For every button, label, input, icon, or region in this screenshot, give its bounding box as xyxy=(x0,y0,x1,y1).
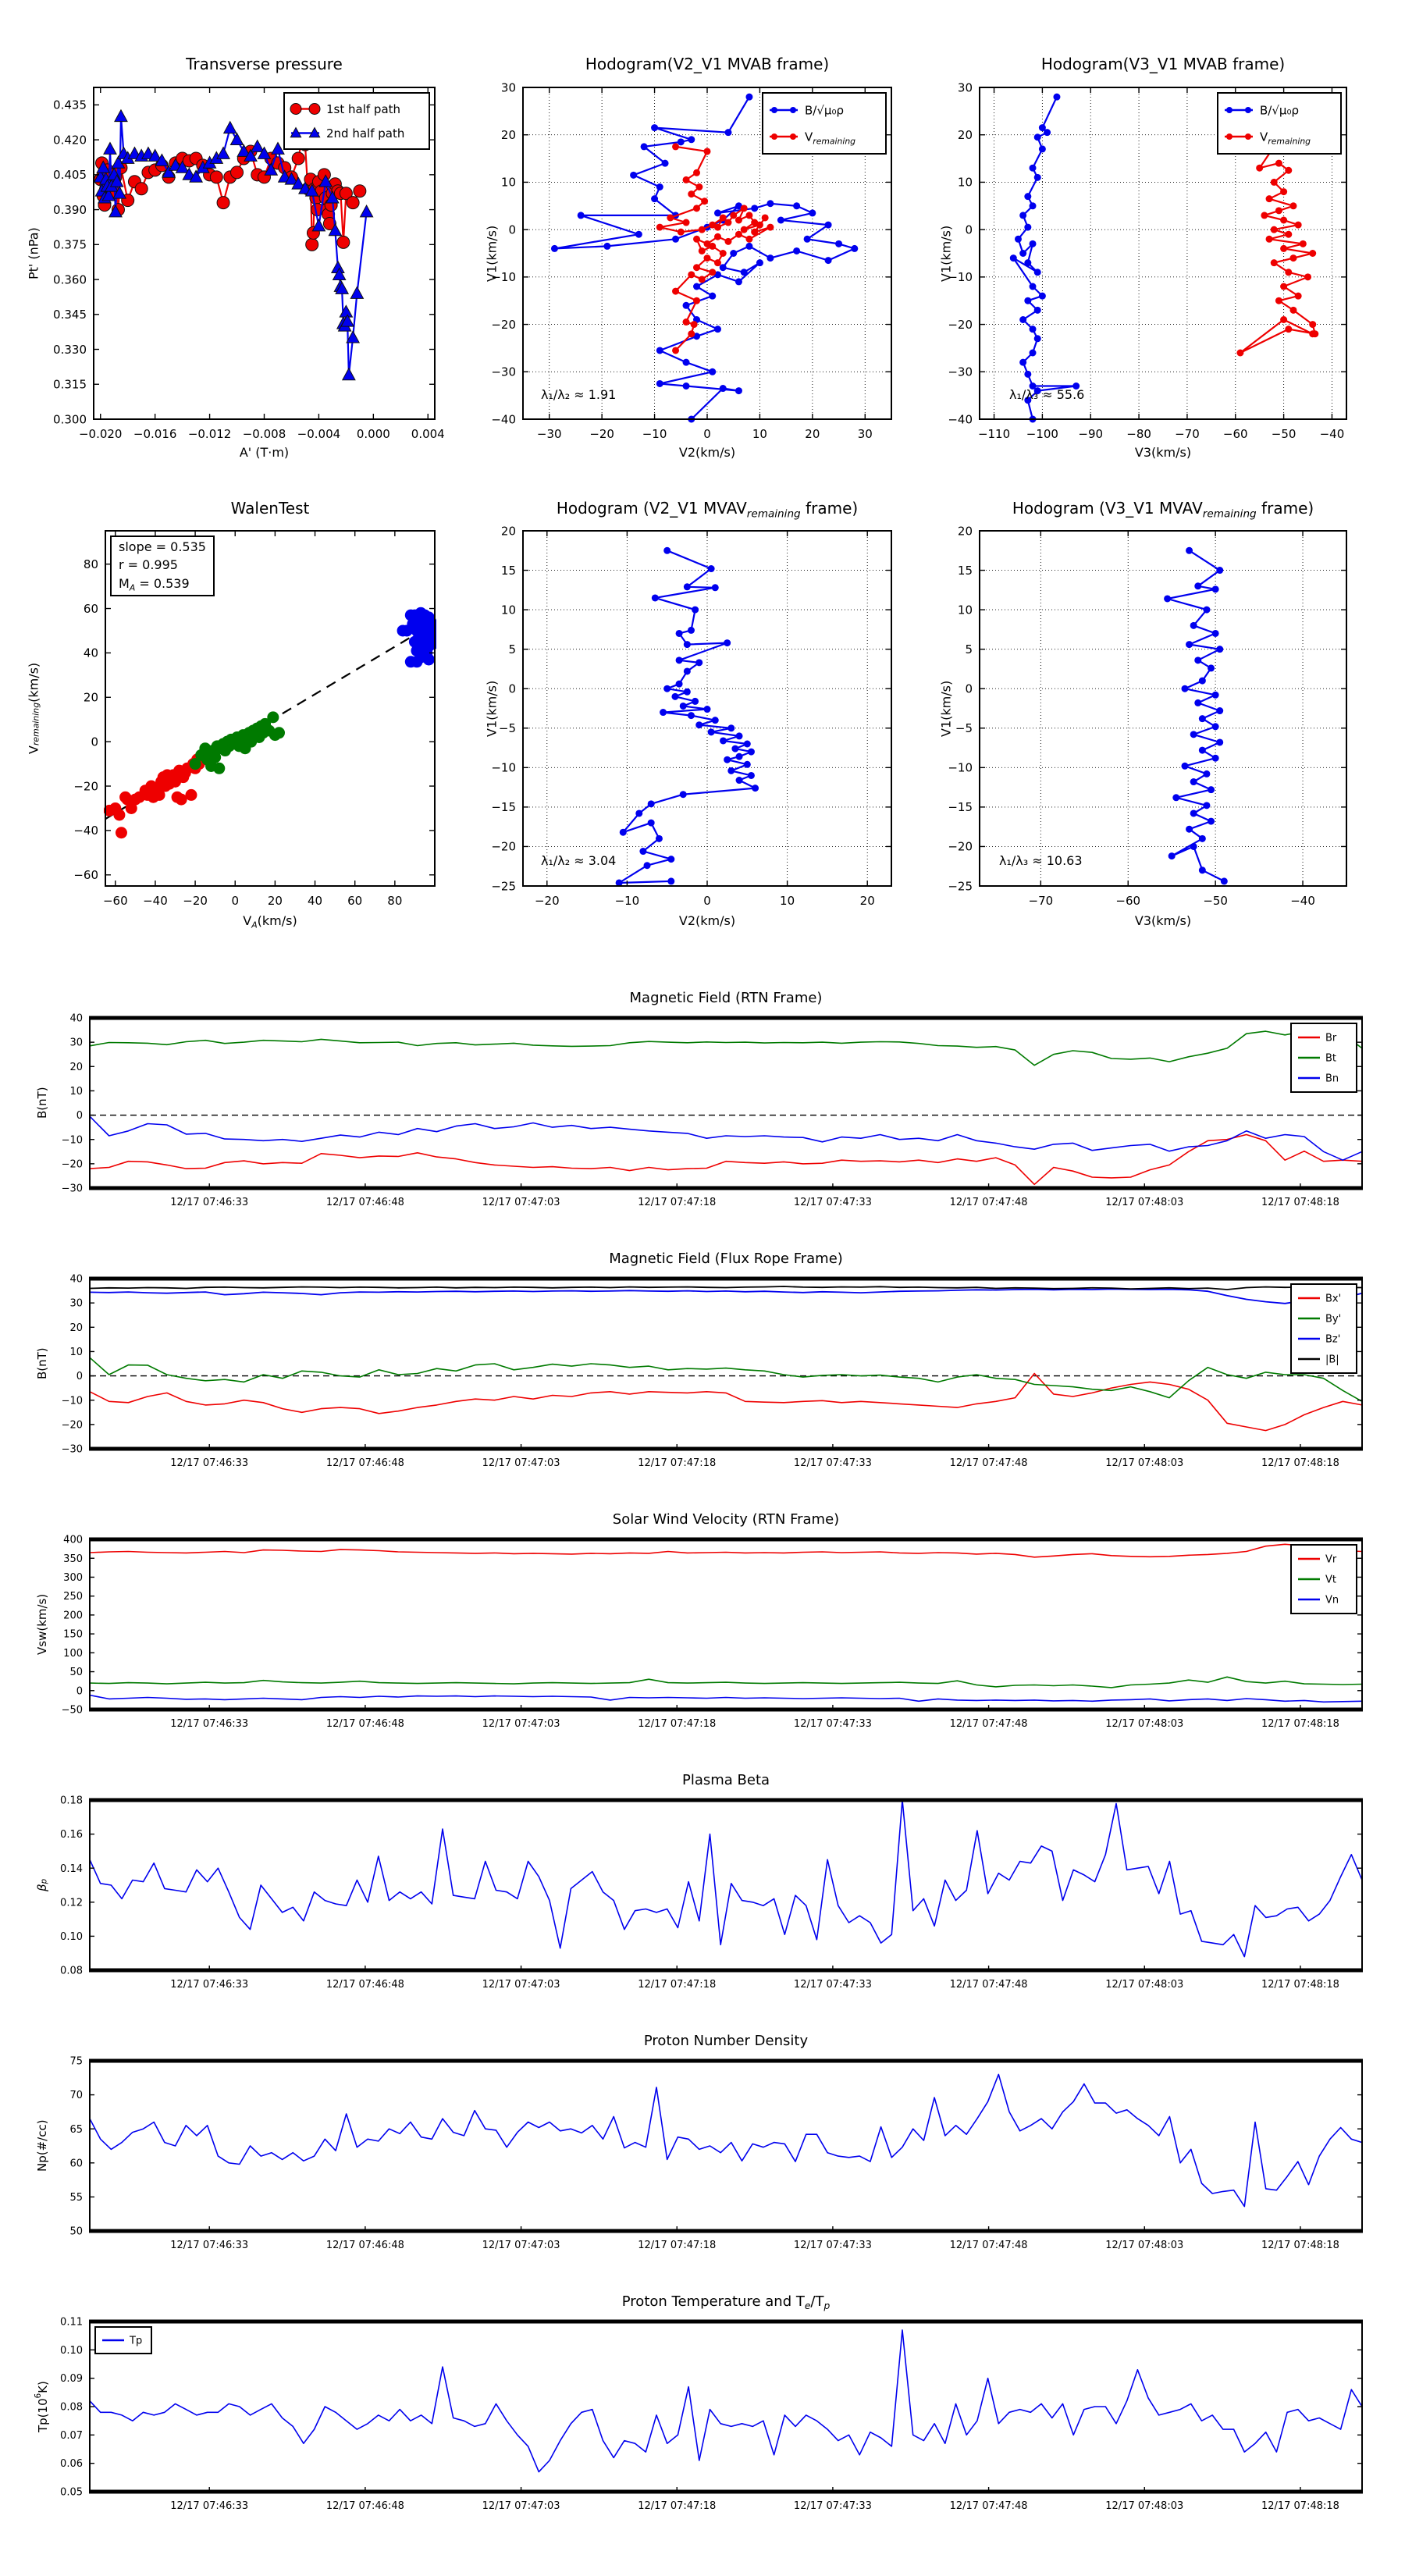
svg-text:12/17 07:47:18: 12/17 07:47:18 xyxy=(638,2500,717,2512)
svg-text:−20: −20 xyxy=(183,894,208,908)
svg-text:20: 20 xyxy=(69,1061,83,1073)
svg-text:−0.008: −0.008 xyxy=(242,427,286,441)
svg-text:12/17 07:46:48: 12/17 07:46:48 xyxy=(325,1979,404,1991)
svg-text:10: 10 xyxy=(500,175,516,190)
svg-text:10: 10 xyxy=(69,1085,83,1098)
svg-text:|B|: |B| xyxy=(1325,1354,1339,1366)
svg-text:−0.004: −0.004 xyxy=(297,427,341,441)
svg-text:30: 30 xyxy=(957,80,973,95)
x-axis-label: A' (T·m) xyxy=(239,445,290,460)
svg-text:30: 30 xyxy=(500,80,516,95)
y-axis-label: V1(km/s) xyxy=(938,680,954,737)
svg-text:−60: −60 xyxy=(1222,427,1248,441)
svg-text:20: 20 xyxy=(500,127,516,142)
svg-text:200: 200 xyxy=(63,1610,83,1622)
svg-text:0.315: 0.315 xyxy=(53,377,87,392)
svg-text:−0.012: −0.012 xyxy=(187,427,232,441)
svg-text:−0.016: −0.016 xyxy=(133,427,177,441)
svg-text:−20: −20 xyxy=(491,317,516,332)
svg-text:−5: −5 xyxy=(498,721,516,736)
svg-text:12/17 07:47:48: 12/17 07:47:48 xyxy=(949,1457,1028,1469)
svg-text:12/17 07:47:33: 12/17 07:47:33 xyxy=(793,2500,872,2512)
chart-title: Transverse pressure xyxy=(186,55,343,73)
svg-text:5: 5 xyxy=(965,642,973,656)
svg-text:65: 65 xyxy=(69,2123,83,2136)
svg-text:0: 0 xyxy=(965,681,973,696)
svg-text:B/√μ₀ρ: B/√μ₀ρ xyxy=(1260,103,1299,118)
svg-text:0: 0 xyxy=(703,427,711,441)
stat-slope: slope = 0.535 xyxy=(119,539,206,554)
svg-text:−20: −20 xyxy=(491,839,516,854)
svg-text:−10: −10 xyxy=(61,1395,83,1407)
svg-text:−25: −25 xyxy=(948,879,973,894)
svg-text:20: 20 xyxy=(957,127,973,142)
svg-text:−25: −25 xyxy=(491,879,516,894)
transverse-pressure-plot xyxy=(16,23,484,480)
svg-text:B/√μ₀ρ: B/√μ₀ρ xyxy=(805,103,844,118)
svg-text:−70: −70 xyxy=(1028,894,1054,908)
walen-test-plot xyxy=(16,480,484,937)
svg-text:Br: Br xyxy=(1325,1032,1337,1044)
svg-text:0.07: 0.07 xyxy=(60,2429,83,2442)
svg-text:Bn: Bn xyxy=(1325,1073,1339,1085)
b-rtn-plot xyxy=(16,976,1389,1236)
x-axis-label: V2(km/s) xyxy=(678,445,736,460)
proton-temperature-plot xyxy=(16,2279,1389,2540)
svg-text:0.330: 0.330 xyxy=(53,342,87,357)
svg-text:0.06: 0.06 xyxy=(60,2458,83,2471)
panel-walen-test xyxy=(16,480,484,937)
svg-text:0.420: 0.420 xyxy=(53,133,87,148)
svg-text:12/17 07:46:33: 12/17 07:46:33 xyxy=(170,1197,249,1208)
svg-text:12/17 07:47:33: 12/17 07:47:33 xyxy=(793,1457,872,1469)
svg-text:30: 30 xyxy=(69,1037,83,1049)
svg-text:12/17 07:47:03: 12/17 07:47:03 xyxy=(482,2500,560,2512)
svg-text:−15: −15 xyxy=(491,800,516,815)
svg-text:0: 0 xyxy=(965,222,973,237)
svg-text:−20: −20 xyxy=(61,1419,83,1432)
svg-text:12/17 07:47:33: 12/17 07:47:33 xyxy=(793,1979,872,1991)
svg-text:−30: −30 xyxy=(61,1443,83,1456)
svg-text:12/17 07:48:03: 12/17 07:48:03 xyxy=(1105,2500,1184,2512)
svg-text:20: 20 xyxy=(69,1322,83,1334)
svg-text:300: 300 xyxy=(63,1571,83,1584)
svg-text:12/17 07:47:03: 12/17 07:47:03 xyxy=(482,1979,560,1991)
eigenvalue-ratio-annotation: λ₁/λ₂ ≈ 3.04 xyxy=(541,853,617,868)
svg-text:0.10: 0.10 xyxy=(60,2344,83,2357)
svg-text:50: 50 xyxy=(69,2226,83,2238)
svg-text:250: 250 xyxy=(63,1591,83,1603)
y-axis-label: $Tp(10^6K)$ xyxy=(34,2381,50,2432)
svg-text:20: 20 xyxy=(267,894,283,908)
svg-text:−90: −90 xyxy=(1078,427,1104,441)
svg-text:12/17 07:47:03: 12/17 07:47:03 xyxy=(482,2240,560,2251)
svg-text:0.004: 0.004 xyxy=(411,427,445,441)
svg-text:Tp: Tp xyxy=(130,2335,143,2347)
svg-text:−0.020: −0.020 xyxy=(78,427,123,441)
hodogram-v2v1-mvab-plot xyxy=(480,23,931,480)
svg-text:75: 75 xyxy=(69,2055,83,2068)
hodogram-v3v1-mvav-plot xyxy=(933,480,1399,937)
svg-text:80: 80 xyxy=(387,894,403,908)
svg-text:12/17 07:47:18: 12/17 07:47:18 xyxy=(638,2240,717,2251)
svg-text:−20: −20 xyxy=(73,779,98,794)
svg-text:12/17 07:47:03: 12/17 07:47:03 xyxy=(482,1197,560,1208)
panel-b-rtn xyxy=(16,976,1389,1236)
svg-text:12/17 07:46:48: 12/17 07:46:48 xyxy=(325,1197,404,1208)
svg-text:−100: −100 xyxy=(1026,427,1058,441)
svg-text:0: 0 xyxy=(76,1685,83,1698)
panel-transverse-pressure xyxy=(16,23,484,480)
svg-text:12/17 07:46:48: 12/17 07:46:48 xyxy=(325,2500,404,2512)
svg-text:−110: −110 xyxy=(977,427,1011,441)
svg-text:0.375: 0.375 xyxy=(53,237,87,252)
y-axis-label: B(nT) xyxy=(35,1347,49,1380)
svg-text:12/17 07:48:18: 12/17 07:48:18 xyxy=(1261,1718,1339,1730)
svg-text:15: 15 xyxy=(500,563,516,578)
svg-text:100: 100 xyxy=(63,1647,83,1660)
svg-text:12/17 07:47:18: 12/17 07:47:18 xyxy=(638,1197,717,1208)
svg-text:10: 10 xyxy=(752,427,767,441)
svg-text:−50: −50 xyxy=(1271,427,1297,441)
svg-text:60: 60 xyxy=(347,894,363,908)
svg-text:−30: −30 xyxy=(491,365,516,379)
svg-text:12/17 07:47:48: 12/17 07:47:48 xyxy=(949,1197,1028,1208)
svg-text:12/17 07:46:33: 12/17 07:46:33 xyxy=(170,1979,249,1991)
svg-text:12/17 07:48:03: 12/17 07:48:03 xyxy=(1105,1457,1184,1469)
svg-text:20: 20 xyxy=(83,690,98,705)
stat-alfven-mach: $M_A = 0.539$ xyxy=(119,575,190,593)
y-axis-label: Vsw(km/s) xyxy=(35,1593,49,1656)
svg-text:20: 20 xyxy=(859,894,875,908)
svg-text:1st half path: 1st half path xyxy=(326,101,401,116)
svg-text:−20: −20 xyxy=(948,317,973,332)
y-axis-label: V1(km/s) xyxy=(938,225,954,282)
svg-text:0.360: 0.360 xyxy=(53,272,87,287)
svg-text:0.435: 0.435 xyxy=(53,98,87,112)
svg-text:−60: −60 xyxy=(73,868,98,883)
svg-text:0: 0 xyxy=(508,222,516,237)
chart-title: Hodogram (V2_V1 $MVAV_{remaining}$ frame) xyxy=(556,499,859,521)
svg-text:−10: −10 xyxy=(948,760,973,775)
svg-text:−50: −50 xyxy=(61,1704,83,1717)
vsw-rtn-plot xyxy=(16,1497,1389,1758)
svg-text:12/17 07:46:33: 12/17 07:46:33 xyxy=(170,2500,249,2512)
svg-text:−70: −70 xyxy=(1175,427,1200,441)
hodogram-v3v1-mvab-plot xyxy=(933,23,1399,480)
x-axis-label: V3(km/s) xyxy=(1134,445,1192,460)
svg-text:0.345: 0.345 xyxy=(53,308,87,322)
svg-text:−10: −10 xyxy=(614,894,640,908)
chart-title: Hodogram (V3_V1 $MVAV_{remaining}$ frame) xyxy=(1012,499,1314,521)
svg-text:12/17 07:47:48: 12/17 07:47:48 xyxy=(949,1979,1028,1991)
svg-text:−60: −60 xyxy=(102,894,128,908)
svg-text:−30: −30 xyxy=(948,365,973,379)
svg-text:0: 0 xyxy=(76,1110,83,1123)
svg-text:−20: −20 xyxy=(61,1158,83,1171)
svg-text:150: 150 xyxy=(63,1628,83,1641)
svg-text:12/17 07:47:18: 12/17 07:47:18 xyxy=(638,1979,717,1991)
panel-hodogram-v2v1-mvav xyxy=(480,480,931,937)
y-axis-label: V1(km/s) xyxy=(484,225,500,282)
y-axis-label: Pt' (nPa) xyxy=(26,227,41,279)
svg-text:12/17 07:48:03: 12/17 07:48:03 xyxy=(1105,1718,1184,1730)
chart-title: Proton Temperature and $T_e/T_p$ xyxy=(621,2293,831,2311)
svg-text:0: 0 xyxy=(76,1371,83,1383)
svg-text:Bx': Bx' xyxy=(1325,1293,1342,1305)
svg-text:Vremaining: $V_{remaining}$ xyxy=(805,130,856,147)
svg-text:0.08: 0.08 xyxy=(60,2401,83,2414)
panel-plasma-beta xyxy=(16,1758,1389,2019)
svg-text:0: 0 xyxy=(91,735,98,749)
svg-text:−10: −10 xyxy=(491,270,516,285)
x-axis-label: $V_A(km/s)$ xyxy=(243,913,297,930)
svg-text:12/17 07:48:18: 12/17 07:48:18 xyxy=(1261,2240,1339,2251)
svg-text:80: 80 xyxy=(83,557,98,571)
x-axis-label: V2(km/s) xyxy=(678,913,736,928)
svg-text:12/17 07:48:18: 12/17 07:48:18 xyxy=(1261,1197,1339,1208)
svg-text:5: 5 xyxy=(508,642,516,656)
svg-text:12/17 07:47:48: 12/17 07:47:48 xyxy=(949,2240,1028,2251)
x-axis-label: V3(km/s) xyxy=(1134,913,1192,928)
svg-text:70: 70 xyxy=(69,2090,83,2102)
svg-text:−10: −10 xyxy=(61,1134,83,1147)
proton-density-plot xyxy=(16,2019,1389,2279)
svg-text:12/17 07:47:03: 12/17 07:47:03 xyxy=(482,1457,560,1469)
svg-text:12/17 07:47:48: 12/17 07:47:48 xyxy=(949,1718,1028,1730)
chart-title: Hodogram(V3_V1 MVAB frame) xyxy=(1040,55,1286,73)
svg-text:0: 0 xyxy=(508,681,516,696)
svg-text:Vremaining: $V_{remaining}$ xyxy=(1260,130,1311,147)
svg-text:12/17 07:47:18: 12/17 07:47:18 xyxy=(638,1457,717,1469)
svg-text:0.16: 0.16 xyxy=(60,1829,83,1841)
svg-text:12/17 07:47:48: 12/17 07:47:48 xyxy=(949,2500,1028,2512)
svg-text:12/17 07:48:03: 12/17 07:48:03 xyxy=(1105,2240,1184,2251)
svg-text:−20: −20 xyxy=(948,839,973,854)
svg-text:400: 400 xyxy=(63,1534,83,1546)
svg-text:50: 50 xyxy=(69,1667,83,1679)
y-axis-label: $\beta_p$ xyxy=(35,1878,49,1892)
svg-text:15: 15 xyxy=(957,563,973,578)
panel-proton-density xyxy=(16,2019,1389,2279)
svg-text:10: 10 xyxy=(500,603,516,617)
svg-text:0.300: 0.300 xyxy=(53,412,87,427)
svg-text:12/17 07:48:18: 12/17 07:48:18 xyxy=(1261,2500,1339,2512)
svg-text:−80: −80 xyxy=(1126,427,1151,441)
svg-text:12/17 07:46:33: 12/17 07:46:33 xyxy=(170,1457,249,1469)
panel-vsw-rtn xyxy=(16,1497,1389,1758)
svg-text:40: 40 xyxy=(69,1273,83,1286)
panel-hodogram-v3v1-mvav xyxy=(933,480,1399,937)
svg-text:0.000: 0.000 xyxy=(356,427,390,441)
svg-text:0.09: 0.09 xyxy=(60,2373,83,2386)
svg-text:−15: −15 xyxy=(948,800,973,815)
svg-text:10: 10 xyxy=(957,603,973,617)
svg-text:30: 30 xyxy=(857,427,873,441)
chart-title: Magnetic Field (Flux Rope Frame) xyxy=(609,1251,843,1267)
b-fluxrope-plot xyxy=(16,1236,1389,1497)
svg-text:20: 20 xyxy=(957,524,973,539)
svg-text:10: 10 xyxy=(957,175,973,190)
svg-text:12/17 07:46:48: 12/17 07:46:48 xyxy=(325,1718,404,1730)
y-axis-label: V1(km/s) xyxy=(484,680,500,737)
svg-text:−50: −50 xyxy=(1203,894,1228,908)
svg-text:−40: −40 xyxy=(143,894,168,908)
svg-text:Vr: Vr xyxy=(1325,1553,1337,1566)
eigenvalue-ratio-annotation: λ₁/λ₃ ≈ 55.6 xyxy=(1009,387,1085,402)
svg-text:−60: −60 xyxy=(1115,894,1141,908)
svg-text:−20: −20 xyxy=(534,894,560,908)
stat-correlation: r = 0.995 xyxy=(119,557,178,573)
svg-text:60: 60 xyxy=(83,601,98,616)
svg-text:0: 0 xyxy=(703,894,711,908)
svg-text:−20: −20 xyxy=(589,427,614,441)
svg-text:2nd half path: 2nd half path xyxy=(326,126,405,141)
svg-text:12/17 07:46:48: 12/17 07:46:48 xyxy=(325,2240,404,2251)
y-axis-label: B(nT) xyxy=(35,1087,49,1119)
svg-text:12/17 07:47:33: 12/17 07:47:33 xyxy=(793,1197,872,1208)
chart-title: Solar Wind Velocity (RTN Frame) xyxy=(612,1511,840,1528)
chart-title: Plasma Beta xyxy=(681,1772,770,1788)
svg-text:40: 40 xyxy=(307,894,323,908)
svg-text:30: 30 xyxy=(69,1297,83,1310)
svg-text:−5: −5 xyxy=(955,721,973,736)
svg-text:10: 10 xyxy=(69,1346,83,1358)
svg-text:350: 350 xyxy=(63,1553,83,1565)
svg-text:12/17 07:46:33: 12/17 07:46:33 xyxy=(170,2240,249,2251)
svg-text:−40: −40 xyxy=(948,412,973,427)
panel-hodogram-v2v1-mvab xyxy=(480,23,931,480)
svg-text:0.08: 0.08 xyxy=(60,1965,83,1977)
svg-text:0.10: 0.10 xyxy=(60,1930,83,1943)
y-axis-label: Np(#/cc) xyxy=(35,2119,49,2172)
svg-text:0.405: 0.405 xyxy=(53,168,87,183)
y-axis-label: $V_{remaining}(km/s)$ xyxy=(26,662,41,755)
svg-text:10: 10 xyxy=(780,894,795,908)
svg-text:20: 20 xyxy=(805,427,820,441)
svg-text:12/17 07:48:18: 12/17 07:48:18 xyxy=(1261,1457,1339,1469)
svg-text:12/17 07:47:18: 12/17 07:47:18 xyxy=(638,1718,717,1730)
chart-title: Hodogram(V2_V1 MVAB frame) xyxy=(585,55,830,73)
svg-text:0.14: 0.14 xyxy=(60,1863,83,1875)
svg-text:0.11: 0.11 xyxy=(60,2316,83,2329)
svg-text:20: 20 xyxy=(500,524,516,539)
panel-b-fluxrope xyxy=(16,1236,1389,1497)
svg-text:12/17 07:47:33: 12/17 07:47:33 xyxy=(793,1718,872,1730)
svg-text:0.05: 0.05 xyxy=(60,2486,83,2499)
svg-text:0.12: 0.12 xyxy=(60,1897,83,1909)
svg-text:Vt: Vt xyxy=(1325,1574,1336,1586)
svg-text:12/17 07:46:33: 12/17 07:46:33 xyxy=(170,1718,249,1730)
svg-text:12/17 07:47:33: 12/17 07:47:33 xyxy=(793,2240,872,2251)
svg-text:40: 40 xyxy=(69,1012,83,1025)
eigenvalue-ratio-annotation: λ₁/λ₂ ≈ 1.91 xyxy=(541,387,617,402)
svg-text:−30: −30 xyxy=(61,1183,83,1195)
svg-text:Bt: Bt xyxy=(1325,1052,1337,1065)
eigenvalue-ratio-annotation: λ₁/λ₃ ≈ 10.63 xyxy=(999,853,1083,868)
panel-hodogram-v3v1-mvab xyxy=(933,23,1399,480)
svg-text:12/17 07:48:03: 12/17 07:48:03 xyxy=(1105,1197,1184,1208)
svg-text:40: 40 xyxy=(83,646,98,660)
svg-text:Vn: Vn xyxy=(1325,1594,1339,1606)
svg-text:60: 60 xyxy=(69,2158,83,2170)
panel-proton-temperature xyxy=(16,2279,1389,2540)
svg-text:−40: −40 xyxy=(491,412,516,427)
chart-title: Proton Number Density xyxy=(643,2033,809,2049)
plasma-beta-plot xyxy=(16,1758,1389,2019)
svg-text:−40: −40 xyxy=(1290,894,1315,908)
chart-title: Magnetic Field (RTN Frame) xyxy=(629,990,823,1006)
svg-text:12/17 07:46:48: 12/17 07:46:48 xyxy=(325,1457,404,1469)
svg-text:−10: −10 xyxy=(642,427,667,441)
svg-text:12/17 07:48:03: 12/17 07:48:03 xyxy=(1105,1979,1184,1991)
hodogram-v2v1-mvav-plot xyxy=(480,480,931,937)
svg-text:−30: −30 xyxy=(536,427,562,441)
svg-text:0: 0 xyxy=(231,894,240,908)
walen-fit-stats-box xyxy=(110,535,215,596)
svg-text:−10: −10 xyxy=(491,760,516,775)
svg-text:Bz': Bz' xyxy=(1325,1333,1341,1346)
svg-text:12/17 07:48:18: 12/17 07:48:18 xyxy=(1261,1979,1339,1991)
svg-text:−40: −40 xyxy=(1319,427,1345,441)
svg-text:0.18: 0.18 xyxy=(60,1795,83,1807)
chart-title: WalenTest xyxy=(230,499,310,518)
svg-text:−40: −40 xyxy=(73,824,98,838)
svg-text:12/17 07:47:03: 12/17 07:47:03 xyxy=(482,1718,560,1730)
svg-text:0.390: 0.390 xyxy=(53,202,87,217)
svg-text:−10: −10 xyxy=(948,270,973,285)
svg-text:55: 55 xyxy=(69,2191,83,2204)
svg-text:By': By' xyxy=(1325,1313,1342,1325)
